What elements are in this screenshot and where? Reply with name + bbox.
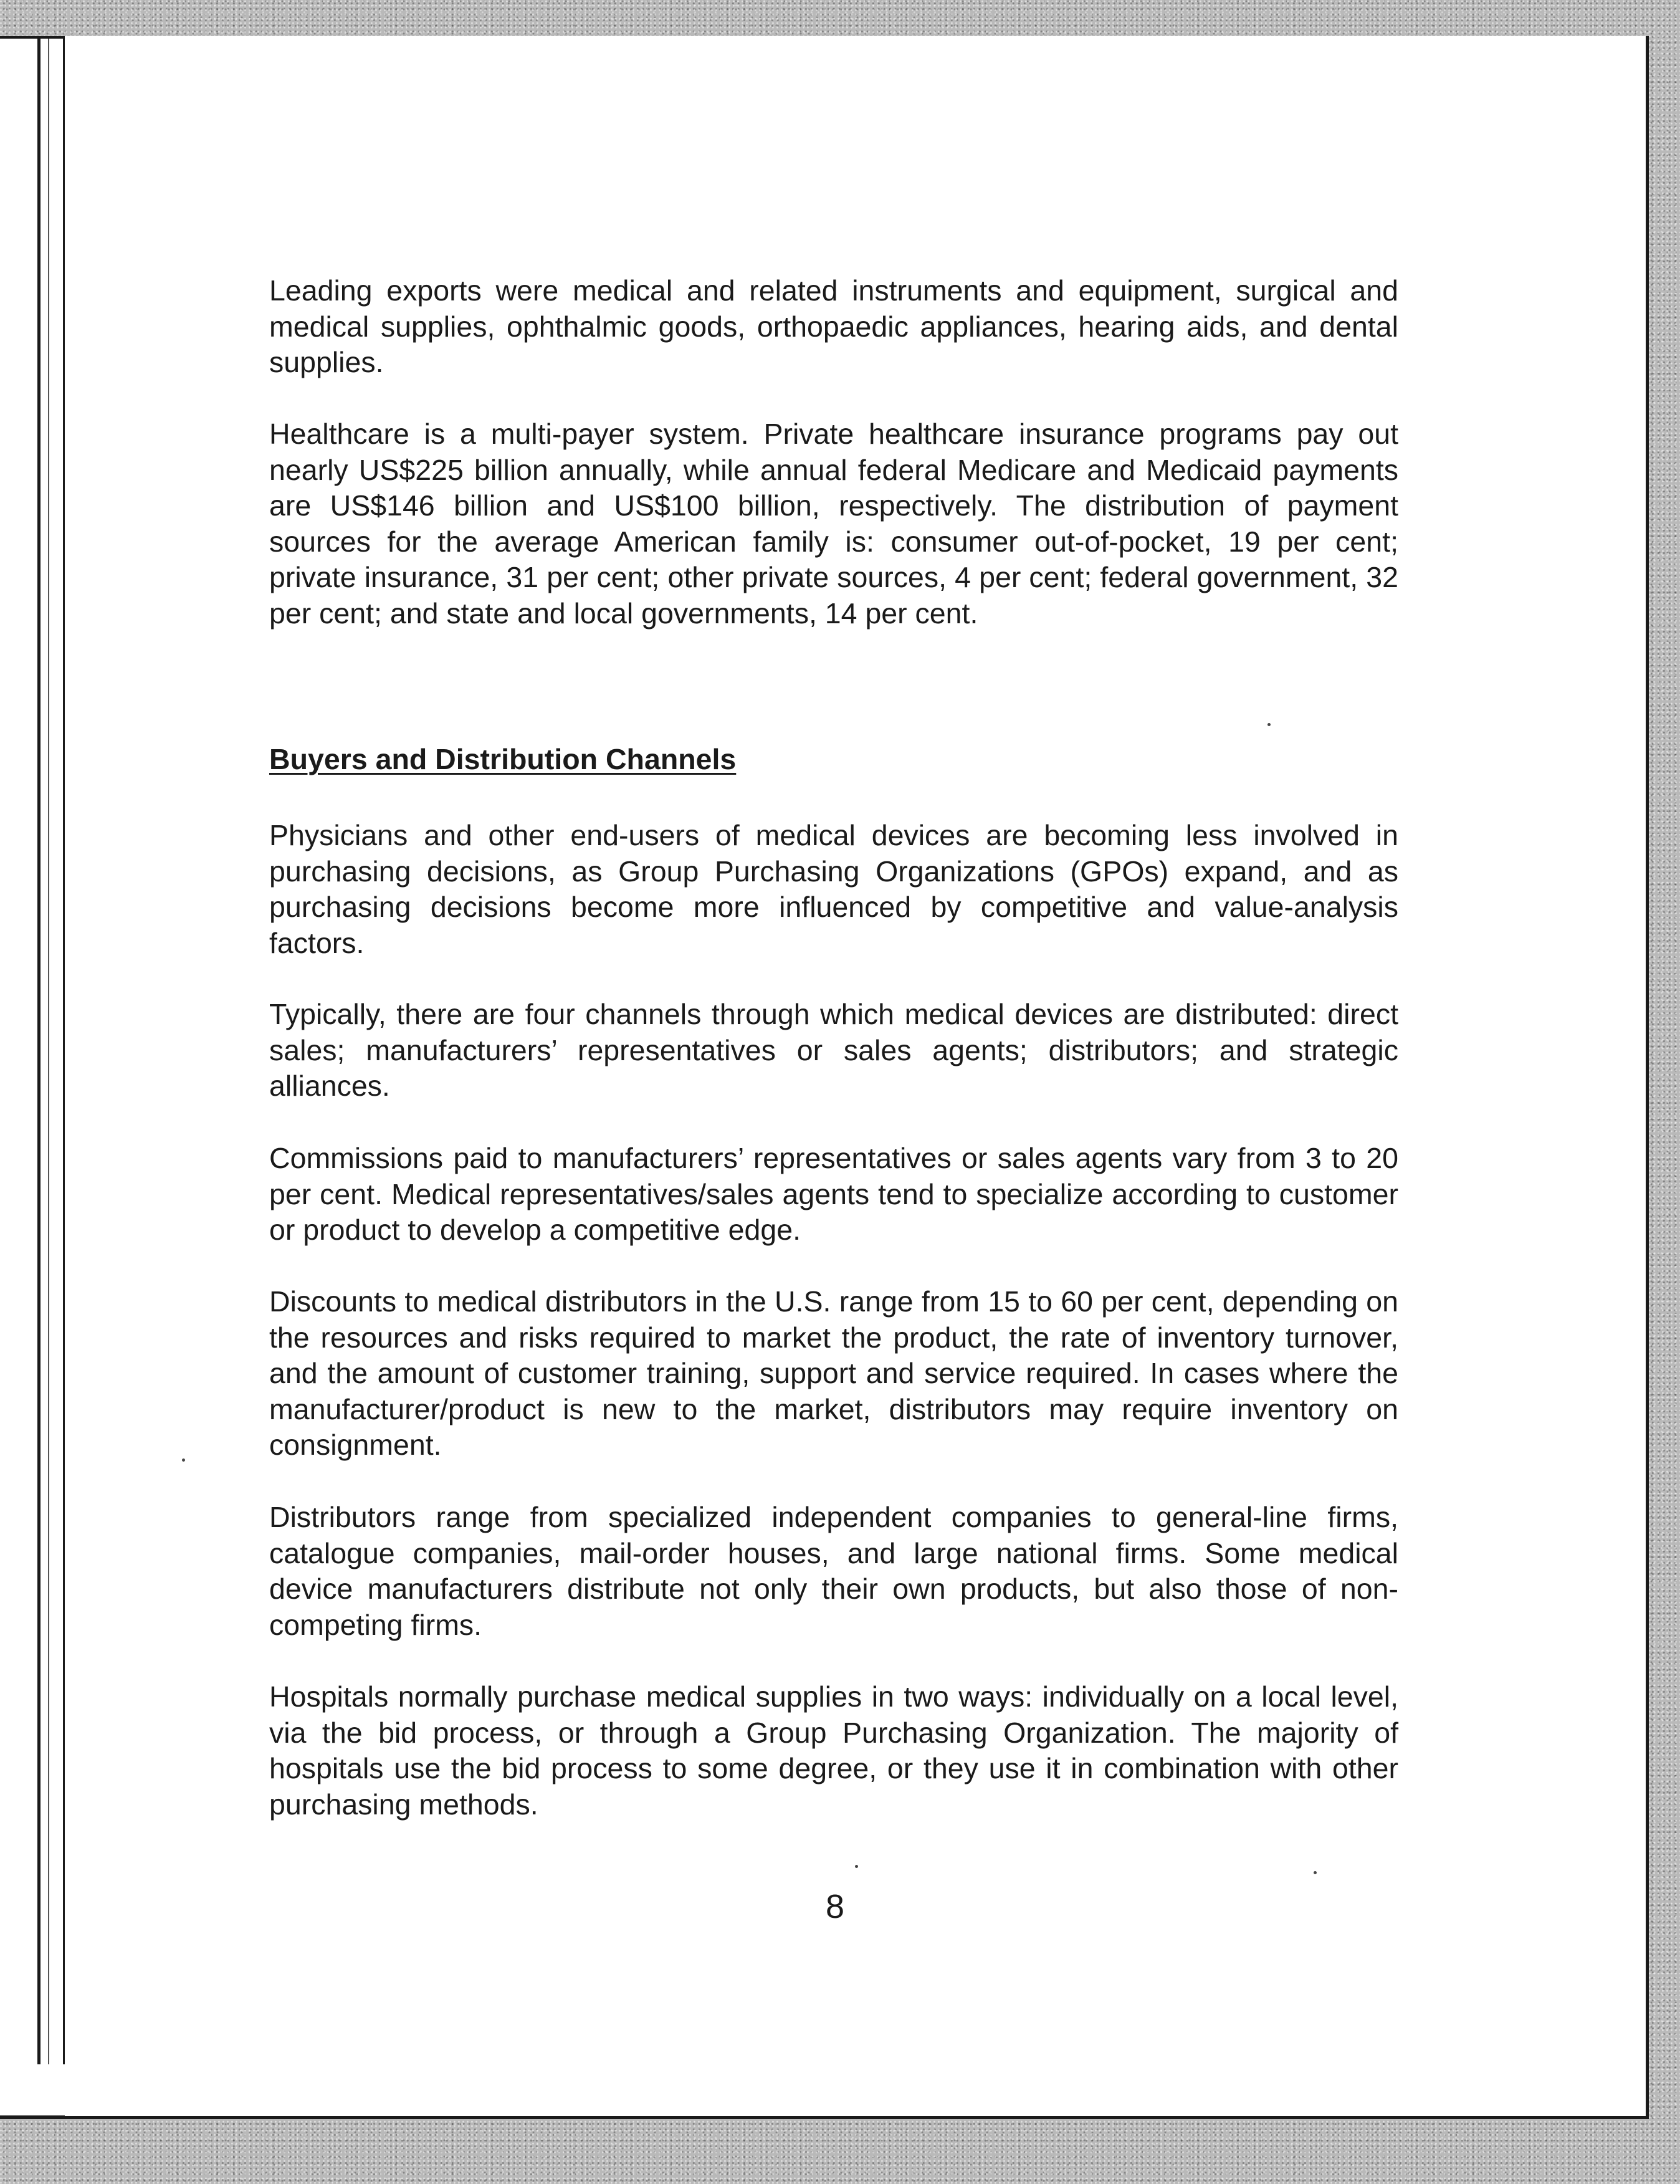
section-heading: Buyers and Distribution Channels <box>269 743 737 775</box>
paragraph-distributors: Distributors range from specialized independent companies to general-line firms, catalogue companies, mail-order houses, and large national firms. Some medical device manufacturers distribute not only their own products, but also those of non-competing firms. <box>269 1501 1398 1641</box>
paragraph-commissions: Commissions paid to manufacturers’ representatives or sales agents vary from 3 to 20 per cent. Medical representatives/sales agents tend to specialize according to customer or product to develop a competitive edge. <box>269 1142 1398 1246</box>
scan-speck <box>182 1458 185 1462</box>
binding-bottom-rule <box>0 2115 65 2119</box>
paragraph-discounts: Discounts to medical distributors in the U.S. range from 15 to 60 per cent, depending on the resources and risks required to market the product, the rate of inventory turnover, and the amount of customer training, support and service required. In cases where the manufacturer/product is new to the market, distributors may require inventory on consignment. <box>269 1285 1398 1461</box>
paragraph-hospitals: Hospitals normally purchase medical supplies in two ways: individually on a local level, via the bid process, or through a Group Purchasing Organization. The majority of hospitals use the bid process to some degree, or they use it in combination with other purchasing methods. <box>269 1680 1398 1821</box>
scan-speck <box>1314 1871 1317 1874</box>
paragraph-channels: Typically, there are four channels through which medical devices are distributed: direct sales; manufacturers’ representatives or sales agents; distributors; and strategic alliances. <box>269 998 1398 1102</box>
scan-speck <box>855 1865 858 1868</box>
paragraph-leading-exports: Leading exports were medical and related instruments and equipment, surgical and medical supplies, ophthalmic goods, orthopaedic appliances, hearing aids, and dental supplies. <box>269 274 1398 378</box>
scan-speck <box>1267 723 1271 726</box>
binding-edge <box>37 39 65 2064</box>
paragraph-physicians: Physicians and other end-users of medical devices are becoming less involved in purchasing decisions, as Group Purchasing Organizations (GPOs) expand, and as purchasing decisions become more influenced by competitive and value-analysis factors. <box>269 819 1398 959</box>
page-number: 8 <box>825 1888 845 1925</box>
paragraph-multi-payer: Healthcare is a multi-payer system. Private healthcare insurance programs pay out nearly US$225 billion annually, while annual federal Medicare and Medicaid payments are US$146 billion and US$100 billion, respectively. The distribution of payment sources for the average American family is: consumer out-of-pocket, 19 per cent; private insurance, 31 per cent; other private sources, 4 per cent; federal government, 32 per cent; and state and local governments, 14 per cent. <box>269 418 1398 630</box>
